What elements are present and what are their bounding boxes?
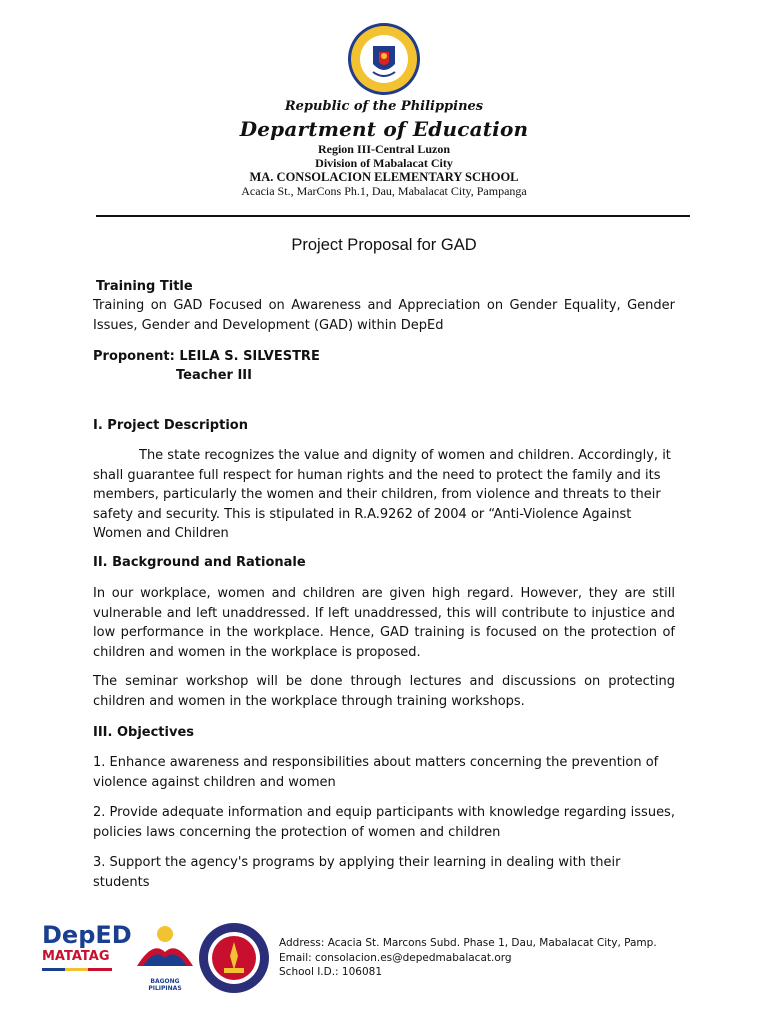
training-title-label: Training Title	[96, 279, 193, 294]
region-line: Region III-Central Luzon	[317, 142, 450, 156]
section-heading-objectives: III. Objectives	[93, 725, 195, 740]
description-paragraph: The state recognizes the value and dignity of women and children. Accordingly, it shall guarantee full respect for human rights and the need to protect the family and its members, particularly the women and their children, from violence and threats to their safety and security. This is stipulated in R.A.9262 of 2004 or “Anti-Violence Against Women and Children	[93, 448, 671, 541]
background-paragraph-2: The seminar workshop will be done through lectures and discussions on protecting children and women in the workplace through training workshops.	[93, 674, 675, 709]
proponent-position: Teacher III	[176, 368, 252, 383]
footer-email: Email: consolacion.es@depedmabalacat.org	[279, 951, 512, 964]
school-name: MA. CONSOLACION ELEMENTARY SCHOOL	[249, 170, 519, 184]
background-paragraph-1: In our workplace, women and children are given high regard. However, they are still vulnerable and left unaddressed. If left unaddressed, this will contribute to injustice and low performance in the workplace. Hence, GAD training is focused on the protection of children and women in the workplace is proposed.	[93, 586, 675, 660]
footer-school-id: School I.D.: 106081	[279, 966, 383, 978]
document-title: Project Proposal for GAD	[291, 236, 477, 254]
department-heading: Department of Education	[239, 117, 529, 141]
proponent-line: Proponent: LEILA S. SILVESTRE	[93, 349, 320, 364]
school-seal	[198, 922, 270, 994]
division-line: Division of Mabalacat City	[315, 156, 453, 170]
objective-item-2: 2. Provide adequate information and equip participants with knowledge regarding issues, policies laws concerning the protection of women and children	[93, 805, 675, 840]
deped-seal	[347, 22, 421, 96]
objective-item-1: 1. Enhance awareness and responsibilities about matters concerning the prevention of violence against children and women	[93, 755, 659, 790]
section-heading-background: II. Background and Rationale	[93, 555, 306, 570]
section-heading-description: I. Project Description	[93, 418, 248, 433]
bagong-pilipinas-logo	[133, 916, 197, 990]
bagong-pilipinas-text: BAGONG PILIPINAS	[148, 978, 182, 992]
tricolor-bar	[42, 968, 112, 971]
deped-logo-text: DepED	[42, 921, 132, 949]
matatag-text: MATATAG	[42, 949, 110, 964]
deped-matatag-logo	[42, 921, 132, 990]
republic-heading: Republic of the Philippines	[284, 99, 484, 114]
school-address: Acacia St., MarCons Ph.1, Dau, Mabalacat City, Pampanga	[241, 184, 527, 198]
header-divider	[96, 215, 690, 217]
objective-item-3: 3. Support the agency's programs by applying their learning in dealing with their students	[93, 855, 621, 890]
footer-address: Address: Acacia St. Marcons Subd. Phase 1, Dau, Mabalacat City, Pamp.	[279, 937, 657, 949]
training-title-text: Training on GAD Focused on Awareness and Appreciation on Gender Equality, Gender Issues, Gender and Development (GAD) within DepEd	[93, 298, 675, 333]
footer-contact	[279, 936, 657, 980]
